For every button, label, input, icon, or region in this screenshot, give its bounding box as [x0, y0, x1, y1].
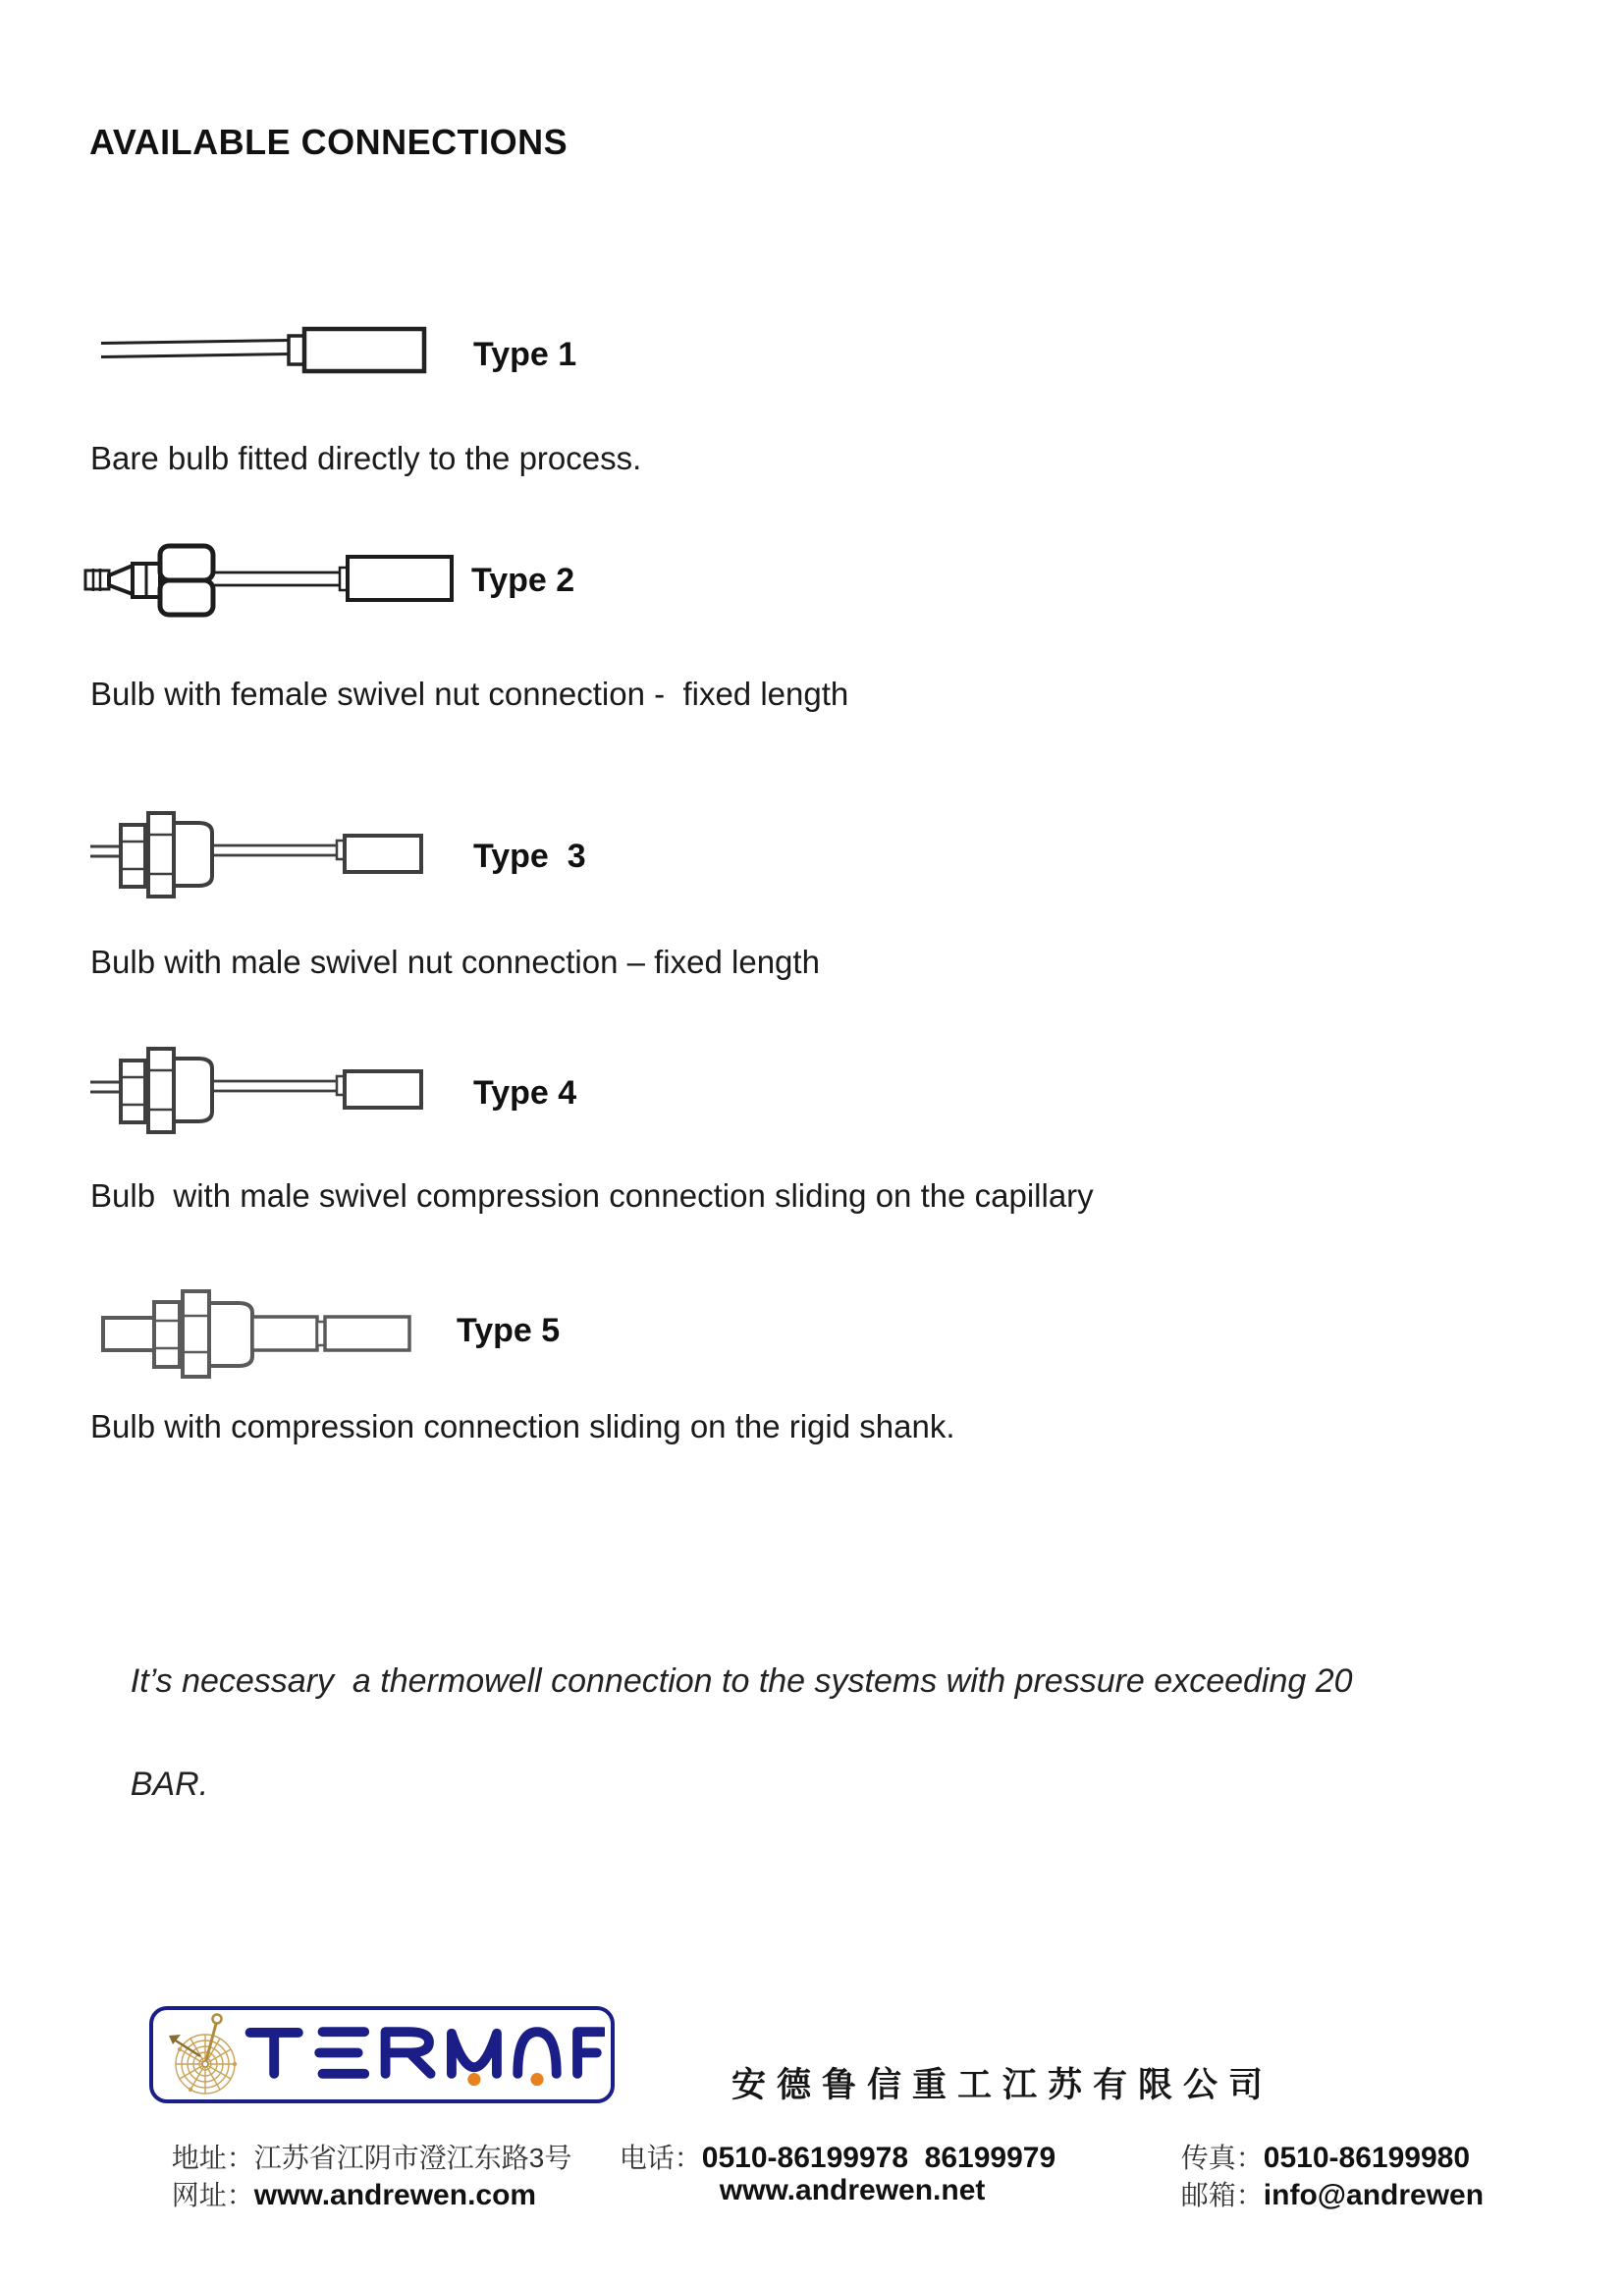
type-3-label: Type 3	[473, 838, 586, 875]
pressure-note-line1: It’s necessary a thermowell connection to the systems with pressure exceeding 20	[130, 1661, 1353, 1700]
type-5-description: Bulb with compression connection sliding on the rigid shank.	[90, 1408, 955, 1444]
web1-value[interactable]: www.andrewen.com	[253, 2179, 537, 2211]
address-value: 江苏省江阴市澄江东路3号	[253, 2143, 572, 2173]
type-5-drawing	[98, 1279, 422, 1383]
address-label: 地址：	[171, 2143, 254, 2173]
orange-dot-m	[467, 2073, 480, 2086]
phone-label: 电话：	[619, 2143, 702, 2173]
type-2-drawing	[83, 540, 466, 624]
coil-capillary-icon	[161, 2010, 249, 2098]
type-3-description: Bulb with male swivel nut connection – fixed length	[90, 944, 820, 980]
page-title: AVAILABLE CONNECTIONS	[89, 122, 568, 162]
company-name-cn: 安德鲁信重工江苏有限公司	[731, 2066, 1274, 2104]
fax-label: 传真：	[1180, 2143, 1264, 2173]
email-label: 邮箱：	[1180, 2180, 1264, 2210]
type-2-label: Type 2	[471, 562, 575, 599]
type-4-drawing	[88, 1041, 432, 1134]
web-label: 网址：	[171, 2180, 254, 2210]
termaf-wordmark	[244, 2019, 605, 2087]
type-5-label: Type 5	[457, 1312, 561, 1349]
type-4-label: Type 4	[473, 1074, 577, 1112]
type-3-drawing	[88, 805, 432, 898]
termaf-logo	[149, 2006, 615, 2103]
pressure-note-line2: BAR.	[130, 1766, 209, 1804]
footer-web	[154, 2156, 536, 2231]
phone-value: 0510-86199978 86199979	[701, 2142, 1056, 2174]
type-1-description: Bare bulb fitted directly to the process.	[90, 440, 642, 476]
type-2-description: Bulb with female swivel nut connection - fixed length	[90, 676, 849, 712]
web2-value[interactable]: www.andrewen.net	[719, 2174, 986, 2206]
pressure-note	[93, 1604, 1556, 1862]
footer-web2	[702, 2156, 985, 2225]
type-1-drawing	[93, 324, 437, 378]
termaf-logo-text	[153, 2010, 154, 2011]
fax-value: 0510-86199980	[1263, 2142, 1471, 2174]
type-1-label: Type 1	[473, 336, 577, 373]
type-4-description: Bulb with male swivel compression connection sliding on the capillary	[90, 1177, 1094, 1214]
orange-dot-a	[530, 2073, 543, 2086]
email-value[interactable]: info@andrewen	[1263, 2179, 1485, 2211]
footer-email	[1164, 2156, 1484, 2231]
